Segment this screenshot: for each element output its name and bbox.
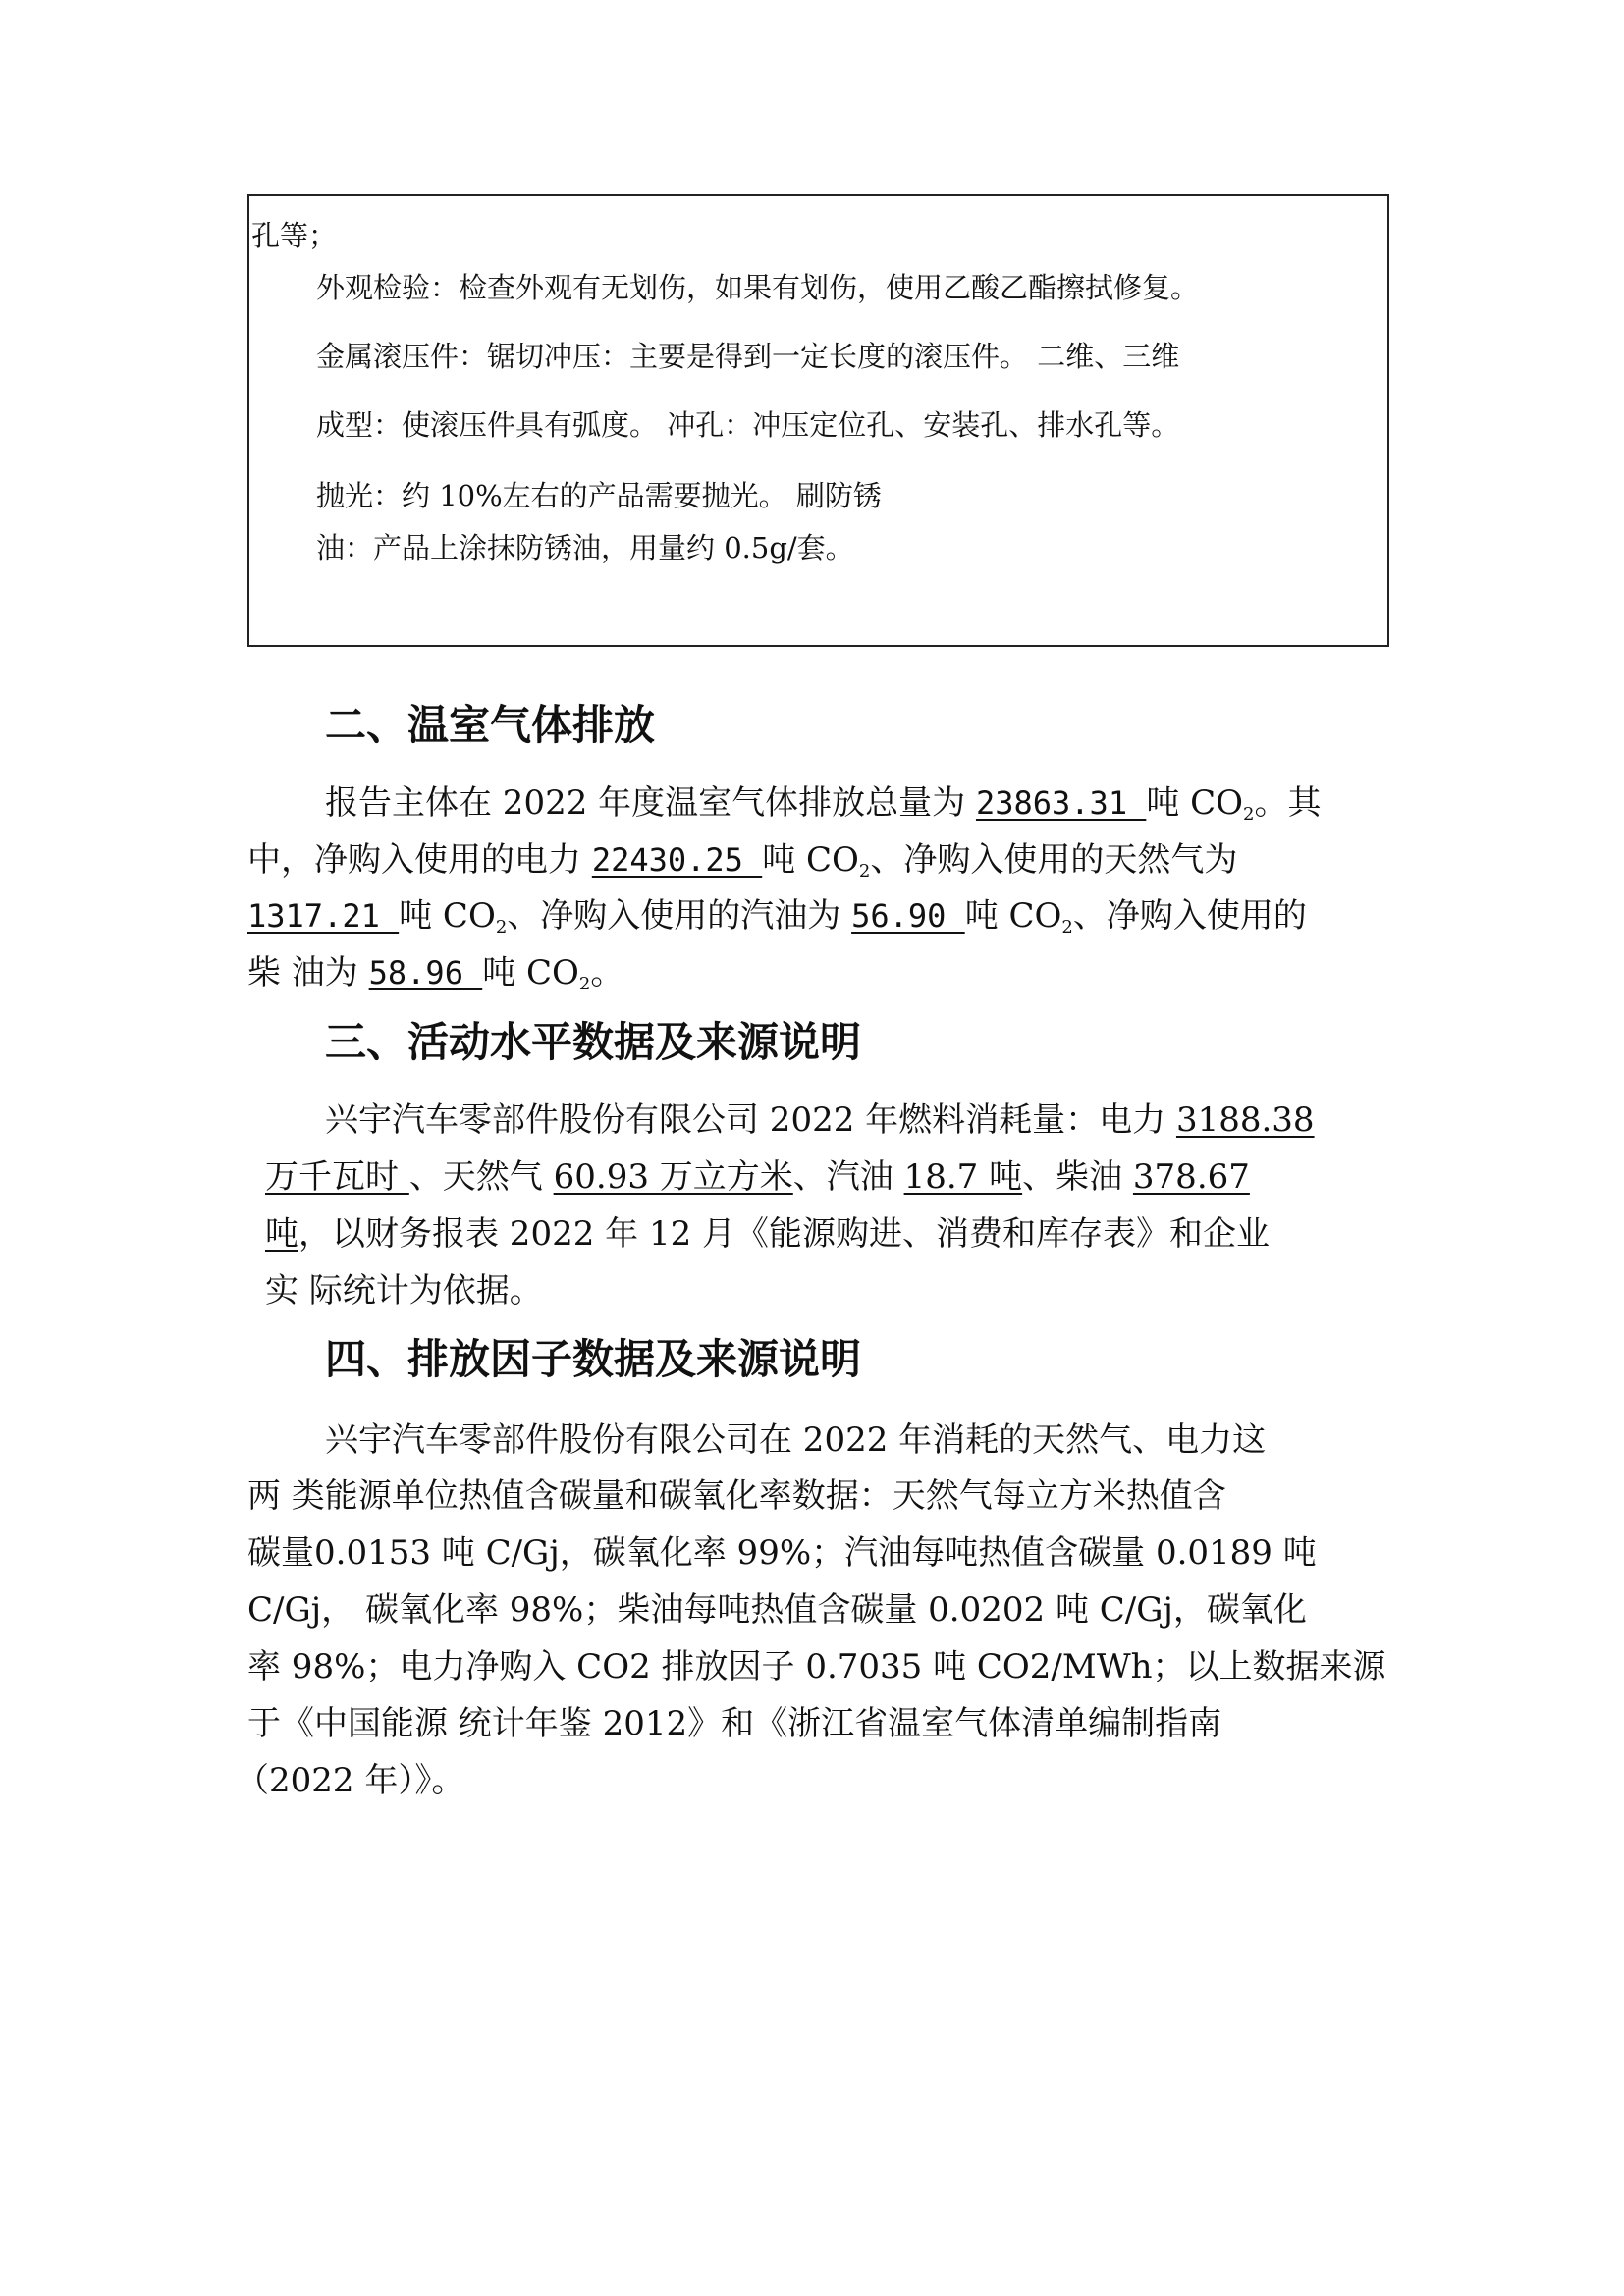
subscript: 2 (1243, 804, 1255, 825)
subscript: 2 (578, 974, 591, 994)
text: 、净购入使用的天然气为 (870, 840, 1238, 880)
emissions-paragraph-line-4 (247, 952, 623, 1005)
text: 报告主体在 2022 年度温室气体排放总量为 (325, 783, 976, 823)
electricity-emissions-value: 22430.25 (591, 841, 763, 879)
box-line-5: 抛光：约 10%左右的产品需要抛光。 刷防锈 (316, 479, 882, 512)
text: 吨 CO (399, 896, 496, 935)
diesel-consumption-value: 378.67 (1132, 1157, 1250, 1197)
activity-paragraph-line-3 (265, 1213, 1270, 1255)
text: 柴 油为 (247, 953, 369, 992)
box-line-3: 金属滚压件：锯切冲压：主要是得到一定长度的滚压件。 二维、三维 (316, 340, 1180, 373)
gasoline-emissions-value: 56.90 (851, 897, 965, 934)
text: 吨 CO (964, 896, 1062, 935)
electricity-consumption-value: 3188.38 (1175, 1100, 1315, 1140)
text: 、汽油 (792, 1157, 904, 1197)
activity-paragraph-line-4: 实 际统计为依据。 (265, 1271, 543, 1310)
natural-gas-consumption-value: 60.93 万立方米 (553, 1157, 793, 1197)
text: 吨 CO (482, 953, 579, 992)
text: 、净购入使用的汽油为 (507, 896, 852, 935)
text: 、柴油 (1022, 1157, 1133, 1197)
box-line-1: 孔等； (251, 219, 338, 252)
factors-paragraph-line-6: 于《中国能源 统计年鉴 2012》和《浙江省温室气体清单编制指南 (247, 1704, 1222, 1743)
emissions-paragraph-line-2 (247, 839, 1237, 892)
text: 兴宇汽车零部件股份有限公司 2022 年燃料消耗量：电力 (325, 1100, 1176, 1140)
box-line-4: 成型：使滚压件具有弧度。 冲孔：冲压定位孔、安装孔、排水孔等。 (316, 408, 1180, 442)
factors-paragraph-line-5: 率 98%；电力净购入 CO2 排放因子 0.7035 吨 CO2/MWh；以上数据来源 (247, 1647, 1386, 1686)
section-heading-emissions: 二、温室气体排放 (325, 701, 656, 749)
diesel-consumption-unit: 吨 (265, 1214, 298, 1254)
subscript: 2 (858, 861, 871, 881)
emissions-paragraph-line-1 (325, 782, 1322, 835)
factors-paragraph-line-4: C/Gj， 碳氧化率 98%；柴油每吨热值含碳量 0.0202 吨 C/Gj，碳氧化 (247, 1590, 1307, 1629)
factors-paragraph-line-2: 两 类能源单位热值含碳量和碳氧化率数据：天然气每立方米热值含 (247, 1476, 1226, 1516)
text: 。其 (1254, 783, 1322, 823)
text: 中，净购入使用的电力 (247, 840, 592, 880)
emissions-paragraph-line-3 (247, 895, 1307, 948)
box-line-2: 外观检验：检查外观有无划伤，如果有划伤，使用乙酸乙酯擦拭修复。 (316, 271, 1200, 304)
total-emissions-value: 23863.31 (975, 784, 1147, 822)
text: 吨 CO (1146, 783, 1244, 823)
section-heading-emission-factors: 四、排放因子数据及来源说明 (325, 1335, 862, 1383)
gasoline-consumption-value: 18.7 吨 (903, 1157, 1023, 1197)
section-heading-activity-data: 三、活动水平数据及来源说明 (325, 1018, 862, 1066)
diesel-emissions-value: 58.96 (368, 954, 483, 991)
text: 吨 CO (762, 840, 859, 880)
activity-paragraph-line-1 (325, 1099, 1315, 1141)
subscript: 2 (495, 917, 508, 937)
text: 、净购入使用的 (1072, 896, 1307, 935)
factors-paragraph-line-3: 碳量0.0153 吨 C/Gj，碳氧化率 99%；汽油每吨热值含碳量 0.0189 吨 (247, 1533, 1317, 1573)
factors-paragraph-line-7: （2022 年）》。 (236, 1761, 465, 1800)
factors-paragraph-line-1: 兴宇汽车零部件股份有限公司在 2022 年消耗的天然气、电力这 (325, 1420, 1267, 1460)
box-line-6: 油：产品上涂抹防锈油，用量约 0.5g/套。 (316, 531, 854, 564)
text: 。 (590, 953, 624, 992)
natural-gas-emissions-value: 1317.21 (247, 897, 400, 934)
electricity-consumption-unit: 万千瓦时 (265, 1157, 409, 1197)
text: 、天然气 (408, 1157, 554, 1197)
text: ，以财务报表 2022 年 12 月《能源购进、消费和库存表》和企业 (298, 1214, 1271, 1254)
activity-paragraph-line-2 (265, 1156, 1250, 1198)
subscript: 2 (1061, 917, 1073, 937)
